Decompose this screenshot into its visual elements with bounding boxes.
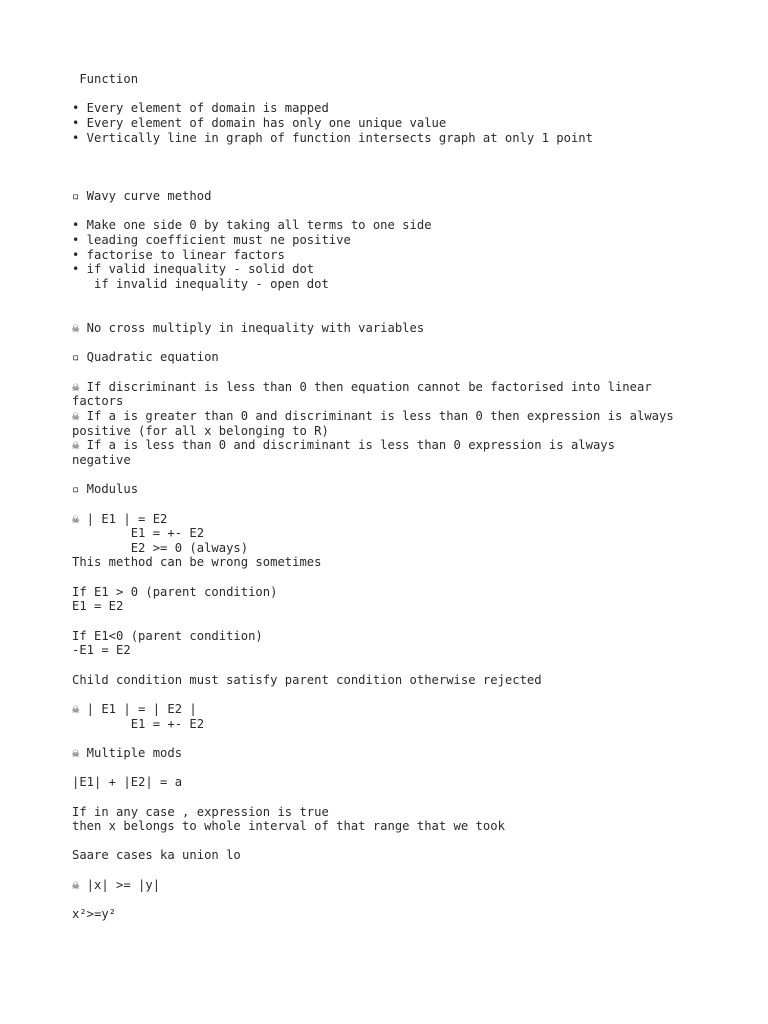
bullet-item: • Vertically line in graph of function intersects graph at only 1 point: [72, 130, 593, 145]
section-heading: ▫ Wavy curve method: [72, 189, 212, 204]
blank-line: [72, 175, 712, 190]
blank-line: [72, 292, 712, 307]
blank-line: [72, 614, 712, 629]
section-heading: ▫ Modulus: [72, 482, 139, 497]
skull-note: ☠ No cross multiply in inequality with variables: [72, 321, 425, 336]
blank-line: [72, 658, 712, 673]
page-title: Function: [72, 72, 139, 86]
text-line: positive (for all x belonging to R): [72, 423, 329, 438]
bullet-item: • Make one side 0 by taking all terms to one side: [72, 218, 432, 233]
skull-note: ☠ | E1 | = | E2 |: [72, 701, 197, 716]
notes-document: [72, 72, 712, 922]
text-line: E1 = +- E2: [72, 716, 205, 731]
blank-line: [72, 160, 712, 175]
text-line: If E1 > 0 (parent condition): [72, 584, 278, 599]
text-line: This method can be wrong sometimes: [72, 555, 322, 570]
text-line: |E1| + |E2| = a: [72, 775, 183, 790]
blank-line: [72, 145, 712, 160]
text-line: E1 = E2: [72, 599, 124, 614]
text-line: E2 >= 0 (always): [72, 540, 249, 555]
text-line: E1 = +- E2: [72, 526, 205, 541]
text-line: -E1 = E2: [72, 643, 131, 658]
text-line: If in any case , expression is true: [72, 804, 329, 819]
bullet-item: • factorise to linear factors: [72, 247, 285, 262]
blank-line: [72, 204, 712, 219]
blank-line: [72, 790, 712, 805]
section-heading: ▫ Quadratic equation: [72, 350, 219, 365]
bullet-item: • Every element of domain has only one unique value: [72, 115, 447, 130]
bullet-item: • Every element of domain is mapped: [72, 101, 329, 116]
text-line: Child condition must satisfy parent condition otherwise rejected: [72, 672, 542, 687]
blank-line: [72, 761, 712, 776]
blank-line: [72, 687, 712, 702]
text-line: then x belongs to whole interval of that range that we took: [72, 819, 505, 834]
text-line: Saare cases ka union lo: [72, 848, 241, 863]
skull-note: ☠ | E1 | = E2: [72, 511, 168, 526]
text-line: if invalid inequality - open dot: [72, 277, 329, 292]
skull-note: ☠ If discriminant is less than 0 then equation cannot be factorised into linear: [72, 379, 652, 394]
blank-line: [72, 863, 712, 878]
blank-line: [72, 87, 712, 102]
blank-line: [72, 834, 712, 849]
blank-line: [72, 497, 712, 512]
bullet-item: • leading coefficient must ne positive: [72, 233, 351, 248]
skull-note: ☠ If a is greater than 0 and discriminant is less than 0 then expression is always: [72, 408, 674, 423]
text-line: negative: [72, 452, 131, 467]
bullet-item: • if valid inequality - solid dot: [72, 262, 315, 277]
blank-line: [72, 468, 712, 483]
blank-line: [72, 570, 712, 585]
text-line: x²>=y²: [72, 907, 117, 922]
skull-note: ☠ Multiple mods: [72, 745, 183, 760]
text-line: factors: [72, 394, 124, 409]
blank-line: [72, 731, 712, 746]
blank-line: [72, 365, 712, 380]
text-line: If E1<0 (parent condition): [72, 628, 263, 643]
blank-line: [72, 892, 712, 907]
skull-note: ☠ If a is less than 0 and discriminant is less than 0 expression is always: [72, 438, 615, 453]
skull-note: ☠ |x| >= |y|: [72, 877, 161, 892]
blank-line: [72, 336, 712, 351]
blank-line: [72, 306, 712, 321]
